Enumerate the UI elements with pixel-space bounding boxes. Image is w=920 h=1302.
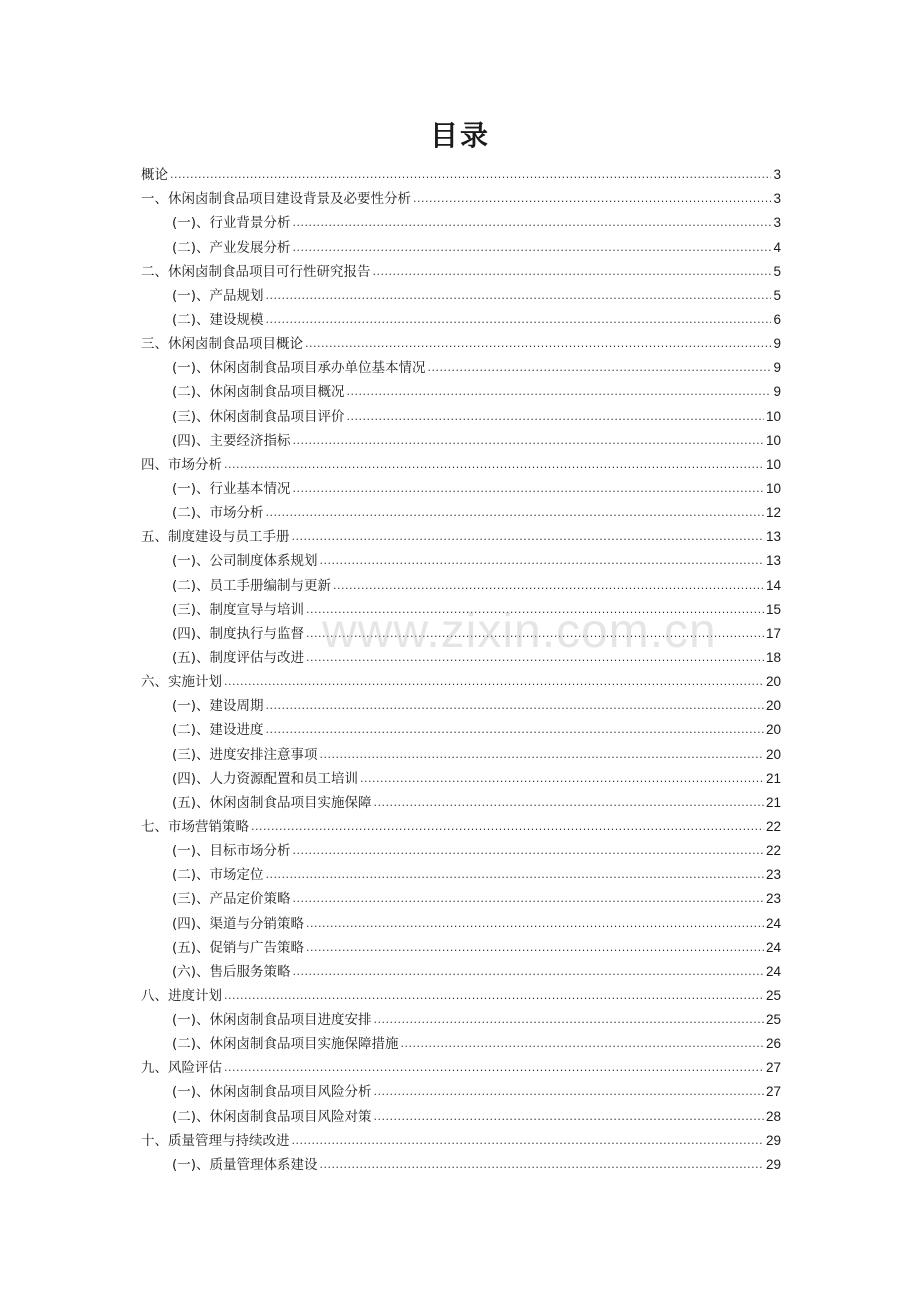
toc-dot-leader bbox=[293, 892, 764, 908]
toc-entry-label: (四)、主要经济指标 bbox=[172, 432, 291, 449]
toc-page-number: 22 bbox=[765, 843, 781, 859]
toc-dot-leader bbox=[320, 748, 764, 764]
toc-dot-leader bbox=[293, 434, 764, 450]
toc-dot-leader bbox=[266, 699, 764, 715]
toc-section-entry[interactable] bbox=[141, 715, 781, 739]
toc-dot-leader bbox=[224, 675, 764, 691]
toc-section-entry[interactable] bbox=[141, 426, 781, 450]
toc-entry-label: 十、质量管理与持续改进 bbox=[141, 1132, 290, 1149]
toc-dot-leader bbox=[224, 1061, 764, 1077]
toc-section-entry[interactable] bbox=[141, 933, 781, 957]
toc-entry-label: (一)、行业背景分析 bbox=[172, 215, 291, 232]
toc-entry-label: (三)、休闲卤制食品项目评价 bbox=[172, 408, 345, 425]
toc-dot-leader bbox=[266, 723, 764, 739]
toc-page-number: 10 bbox=[765, 480, 781, 496]
toc-section-entry[interactable] bbox=[141, 908, 781, 932]
toc-dot-leader bbox=[224, 989, 764, 1005]
toc-chapter-entry[interactable] bbox=[141, 667, 781, 691]
toc-dot-leader bbox=[306, 917, 764, 933]
toc-page-number: 29 bbox=[765, 1132, 781, 1148]
toc-chapter-entry[interactable] bbox=[141, 450, 781, 474]
toc-dot-leader bbox=[373, 265, 772, 281]
toc-entry-label: 九、风险评估 bbox=[141, 1060, 222, 1077]
toc-dot-leader bbox=[251, 820, 764, 836]
toc-page-number: 24 bbox=[765, 915, 781, 931]
toc-chapter-entry[interactable] bbox=[141, 812, 781, 836]
toc-section-entry[interactable] bbox=[141, 208, 781, 232]
toc-page-number: 13 bbox=[765, 529, 781, 545]
toc-page-number: 22 bbox=[765, 818, 781, 834]
toc-entry-label: (一)、休闲卤制食品项目进度安排 bbox=[172, 1012, 372, 1029]
toc-dot-leader bbox=[374, 1110, 764, 1126]
toc-entry-label: 一、休闲卤制食品项目建设背景及必要性分析 bbox=[141, 191, 411, 208]
toc-entry-label: (一)、质量管理体系建设 bbox=[172, 1156, 318, 1173]
toc-page-number: 10 bbox=[765, 432, 781, 448]
toc-page-number: 10 bbox=[765, 456, 781, 472]
toc-page-number: 3 bbox=[773, 167, 781, 183]
toc-page-number: 15 bbox=[765, 601, 781, 617]
toc-entry-label: (二)、建设规模 bbox=[172, 311, 264, 328]
toc-section-entry[interactable] bbox=[141, 691, 781, 715]
toc-page-number: 18 bbox=[765, 649, 781, 665]
toc-page-number: 13 bbox=[765, 553, 781, 569]
toc-page-number: 20 bbox=[765, 698, 781, 714]
toc-entry-label: (一)、目标市场分析 bbox=[172, 843, 291, 860]
toc-page-number: 12 bbox=[765, 505, 781, 521]
toc-entry-label: 四、市场分析 bbox=[141, 456, 222, 473]
toc-page-number: 21 bbox=[765, 770, 781, 786]
toc-page-number: 23 bbox=[765, 891, 781, 907]
toc-entry-label: (五)、制度评估与改进 bbox=[172, 649, 305, 666]
toc-entry-label: 二、休闲卤制食品项目可行性研究报告 bbox=[141, 263, 371, 280]
toc-section-entry[interactable] bbox=[141, 1029, 781, 1053]
toc-dot-leader bbox=[292, 530, 764, 546]
toc-section-entry[interactable] bbox=[141, 281, 781, 305]
toc-section-entry[interactable] bbox=[141, 570, 781, 594]
toc-page-number: 24 bbox=[765, 939, 781, 955]
toc-section-entry[interactable] bbox=[141, 401, 781, 425]
toc-section-entry[interactable] bbox=[141, 353, 781, 377]
toc-dot-leader bbox=[170, 168, 771, 184]
toc-entry-label: (一)、建设周期 bbox=[172, 698, 264, 715]
toc-entry-label: (二)、市场定位 bbox=[172, 867, 264, 884]
toc-page-number: 3 bbox=[773, 191, 781, 207]
toc-entry-label: (五)、促销与广告策略 bbox=[172, 939, 305, 956]
toc-section-entry[interactable] bbox=[141, 619, 781, 643]
toc-dot-leader bbox=[305, 337, 771, 353]
toc-entry-label: (一)、公司制度体系规划 bbox=[172, 553, 318, 570]
toc-dot-leader bbox=[266, 506, 764, 522]
toc-page-number: 17 bbox=[765, 625, 781, 641]
toc-section-entry[interactable] bbox=[141, 1101, 781, 1125]
toc-page-number: 27 bbox=[765, 1084, 781, 1100]
toc-dot-leader bbox=[306, 603, 764, 619]
toc-page-number: 9 bbox=[773, 360, 781, 376]
toc-entry-label: (二)、建设进度 bbox=[172, 722, 264, 739]
toc-page-number: 20 bbox=[765, 722, 781, 738]
toc-entry-label: (一)、行业基本情况 bbox=[172, 480, 291, 497]
toc-entry-label: 八、进度计划 bbox=[141, 987, 222, 1004]
toc-dot-leader bbox=[401, 1037, 764, 1053]
toc-section-entry[interactable] bbox=[141, 788, 781, 812]
toc-page-number: 3 bbox=[773, 215, 781, 231]
toc-chapter-entry[interactable] bbox=[141, 522, 781, 546]
toc-dot-leader bbox=[320, 1158, 764, 1174]
table-of-contents bbox=[141, 160, 781, 1174]
toc-section-entry[interactable] bbox=[141, 957, 781, 981]
toc-dot-leader bbox=[266, 313, 772, 329]
toc-dot-leader bbox=[293, 482, 764, 498]
toc-entry-label: (一)、休闲卤制食品项目承办单位基本情况 bbox=[172, 360, 426, 377]
toc-dot-leader bbox=[320, 554, 764, 570]
toc-entry-label: (二)、员工手册编制与更新 bbox=[172, 577, 332, 594]
toc-chapter-entry[interactable] bbox=[141, 1126, 781, 1150]
page-title: 目录 bbox=[429, 119, 490, 152]
toc-section-entry[interactable] bbox=[141, 643, 781, 667]
toc-page-number: 9 bbox=[773, 384, 781, 400]
watermark: www.zixin.com.cn bbox=[322, 605, 717, 658]
toc-entry-label: (二)、产业发展分析 bbox=[172, 239, 291, 256]
toc-dot-leader bbox=[293, 241, 772, 257]
toc-dot-leader bbox=[374, 1013, 764, 1029]
toc-entry-label: (六)、售后服务策略 bbox=[172, 963, 291, 980]
toc-chapter-entry[interactable] bbox=[141, 160, 781, 184]
toc-section-entry[interactable] bbox=[141, 474, 781, 498]
toc-entry-label: (三)、进度安排注意事项 bbox=[172, 746, 318, 763]
toc-dot-leader bbox=[293, 216, 772, 232]
toc-page-number: 10 bbox=[765, 408, 781, 424]
toc-page-number: 29 bbox=[765, 1156, 781, 1172]
toc-page-number: 24 bbox=[765, 963, 781, 979]
toc-entry-label: (一)、产品规划 bbox=[172, 287, 264, 304]
toc-dot-leader bbox=[293, 844, 764, 860]
toc-entry-label: 概论 bbox=[141, 167, 168, 184]
toc-page-number: 21 bbox=[765, 794, 781, 810]
toc-section-entry[interactable] bbox=[141, 860, 781, 884]
toc-entry-label: (二)、休闲卤制食品项目实施保障措施 bbox=[172, 1036, 399, 1053]
toc-page-number: 23 bbox=[765, 867, 781, 883]
toc-section-entry[interactable] bbox=[141, 377, 781, 401]
toc-entry-label: (四)、制度执行与监督 bbox=[172, 625, 305, 642]
toc-section-entry[interactable] bbox=[141, 232, 781, 256]
toc-dot-leader bbox=[306, 941, 764, 957]
toc-section-entry[interactable] bbox=[141, 305, 781, 329]
toc-chapter-entry[interactable] bbox=[141, 1053, 781, 1077]
toc-dot-leader bbox=[413, 192, 771, 208]
toc-section-entry[interactable] bbox=[141, 764, 781, 788]
toc-dot-leader bbox=[374, 796, 764, 812]
toc-entry-label: 六、实施计划 bbox=[141, 674, 222, 691]
toc-page-number: 4 bbox=[773, 239, 781, 255]
toc-dot-leader bbox=[333, 579, 764, 595]
toc-section-entry[interactable] bbox=[141, 1005, 781, 1029]
toc-entry-label: (二)、市场分析 bbox=[172, 505, 264, 522]
toc-entry-label: (二)、休闲卤制食品项目风险对策 bbox=[172, 1108, 372, 1125]
toc-page-number: 5 bbox=[773, 263, 781, 279]
toc-page-number: 20 bbox=[765, 674, 781, 690]
toc-section-entry[interactable] bbox=[141, 595, 781, 619]
toc-section-entry[interactable] bbox=[141, 1077, 781, 1101]
toc-page-number: 28 bbox=[765, 1108, 781, 1124]
toc-entry-label: (五)、休闲卤制食品项目实施保障 bbox=[172, 794, 372, 811]
toc-entry-label: 三、休闲卤制食品项目概论 bbox=[141, 336, 303, 353]
toc-page-number: 20 bbox=[765, 746, 781, 762]
toc-entry-label: 五、制度建设与员工手册 bbox=[141, 529, 290, 546]
toc-page-number: 6 bbox=[773, 311, 781, 327]
toc-entry-label: (二)、休闲卤制食品项目概况 bbox=[172, 384, 345, 401]
toc-entry-label: (三)、制度宣导与培训 bbox=[172, 601, 305, 618]
toc-dot-leader bbox=[224, 458, 764, 474]
toc-dot-leader bbox=[293, 965, 764, 981]
toc-page-number: 27 bbox=[765, 1060, 781, 1076]
toc-page-number: 9 bbox=[773, 336, 781, 352]
toc-chapter-entry[interactable] bbox=[141, 981, 781, 1005]
toc-entry-label: (三)、产品定价策略 bbox=[172, 891, 291, 908]
toc-dot-leader bbox=[374, 1085, 764, 1101]
toc-page-number: 5 bbox=[773, 287, 781, 303]
toc-page-number: 26 bbox=[765, 1036, 781, 1052]
toc-page-number: 14 bbox=[765, 577, 781, 593]
toc-section-entry[interactable] bbox=[141, 739, 781, 763]
toc-section-entry[interactable] bbox=[141, 884, 781, 908]
toc-dot-leader bbox=[306, 627, 764, 643]
toc-dot-leader bbox=[266, 289, 772, 305]
toc-page-number: 25 bbox=[765, 987, 781, 1003]
toc-dot-leader bbox=[360, 772, 764, 788]
toc-section-entry[interactable] bbox=[141, 546, 781, 570]
toc-entry-label: (四)、人力资源配置和员工培训 bbox=[172, 770, 359, 787]
toc-entry-label: (四)、渠道与分销策略 bbox=[172, 915, 305, 932]
toc-entry-label: (一)、休闲卤制食品项目风险分析 bbox=[172, 1084, 372, 1101]
toc-chapter-entry[interactable] bbox=[141, 184, 781, 208]
toc-dot-leader bbox=[347, 410, 764, 426]
toc-chapter-entry[interactable] bbox=[141, 329, 781, 353]
toc-page-number: 25 bbox=[765, 1012, 781, 1028]
toc-dot-leader bbox=[428, 361, 772, 377]
toc-section-entry[interactable] bbox=[141, 1150, 781, 1174]
toc-section-entry[interactable] bbox=[141, 836, 781, 860]
toc-dot-leader bbox=[347, 385, 772, 401]
toc-dot-leader bbox=[306, 651, 764, 667]
toc-section-entry[interactable] bbox=[141, 498, 781, 522]
toc-chapter-entry[interactable] bbox=[141, 257, 781, 281]
toc-dot-leader bbox=[266, 868, 764, 884]
toc-dot-leader bbox=[292, 1134, 764, 1150]
toc-entry-label: 七、市场营销策略 bbox=[141, 818, 249, 835]
